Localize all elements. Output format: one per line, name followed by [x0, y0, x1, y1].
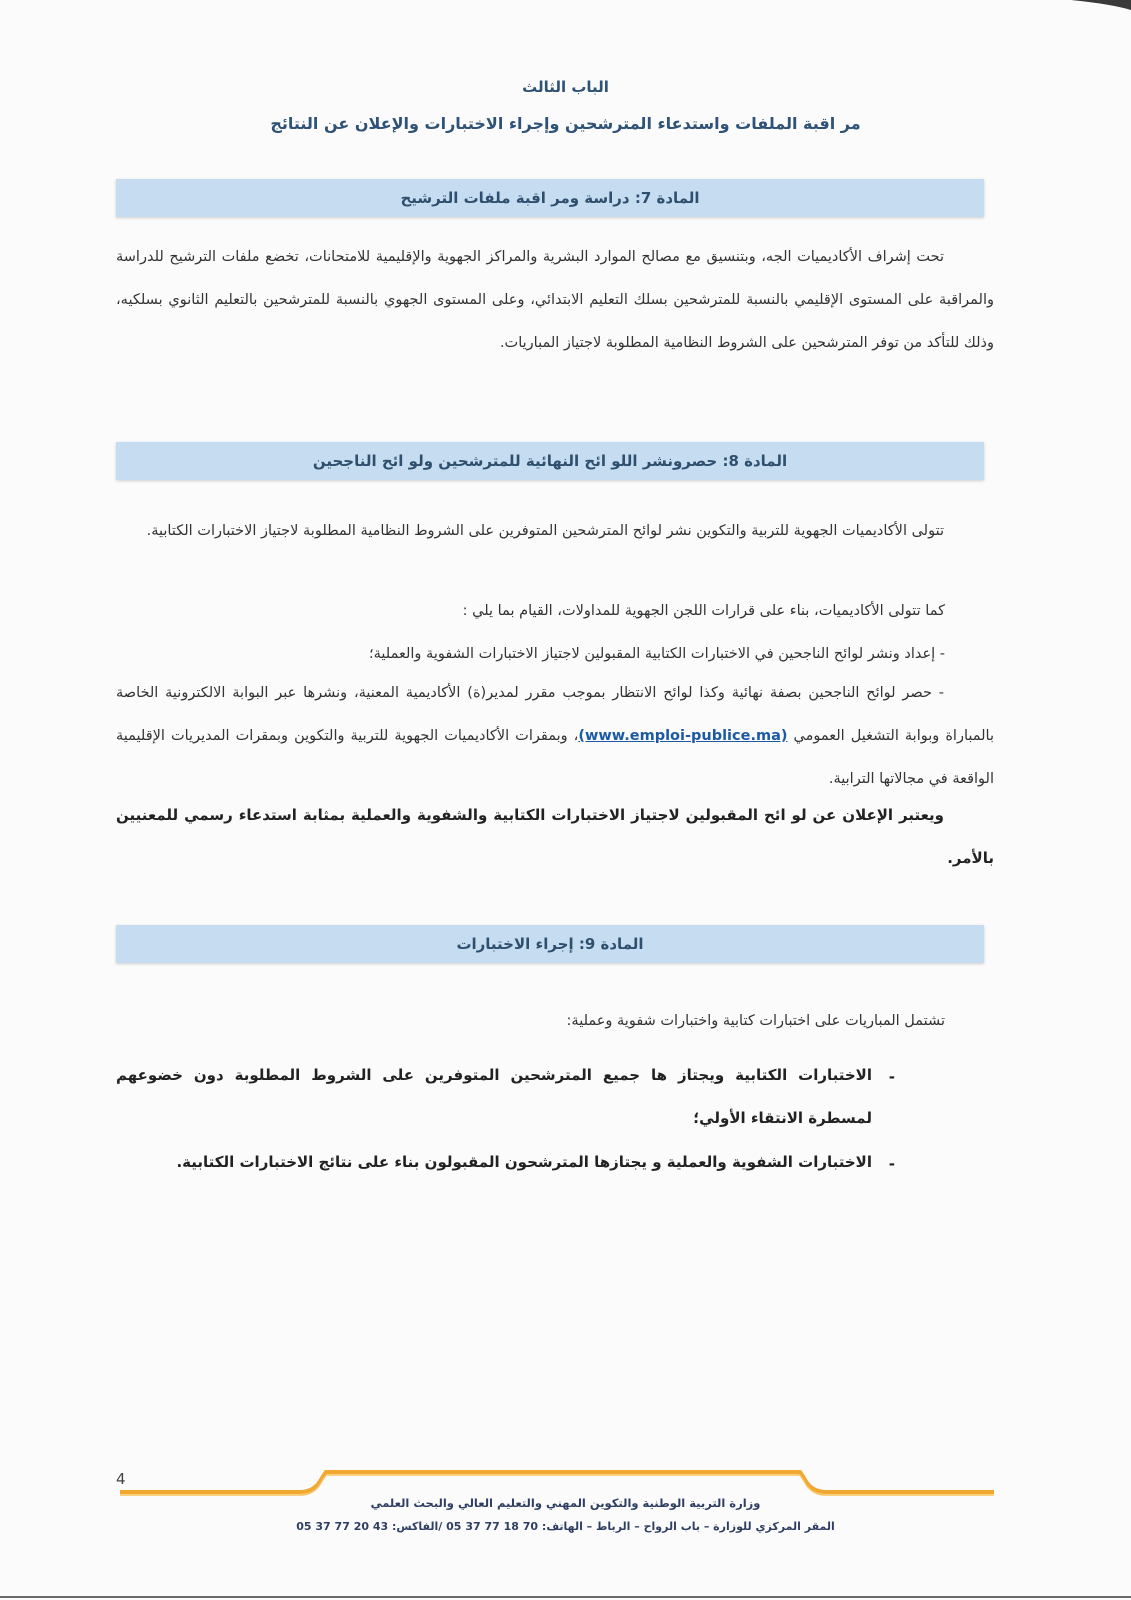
article-8-paragraph-4-start: - حصر لوائح الناجحين بصفة نهائية وكذا لوائح الانتظار بموجب مقرر لمدير(ة) الأكاديمية المعنية، ونشرها عبر البوابة الالكترونية الخاصة بالمباراة وبوابة التشغيل العمومي	[116, 685, 994, 744]
bullet-dash-1: -	[888, 1068, 895, 1086]
article-9-bullet-2: الاختبارات الشفوية والعملية و يجتازها المترشحون المقبولون بناء على نتائج الاختبارات الكتابية.	[176, 1153, 872, 1171]
article-9-heading: المادة 9: إجراء الاختبارات	[116, 925, 984, 963]
article-9-intro: تشتمل المباريات على اختبارات كتابية واختبارات شفوية وعملية:	[566, 1013, 945, 1029]
article-7-body: تحت إشراف الأكاديميات الجه، وبتنسيق مع مصالح الموارد البشرية والمراكز الجهوية والإقليمية للامتحانات، تخضع ملفات الترشيح للدراسة والمراقبة على المستوى الإقليمي بالنسبة للمترشحين بسلك التعليم الابتدائي، وعلى المستوى الجهوي بالنسبة للمترشحين بالتعليم الثانوي بسلكيه، وذلك للتأكد من توفر المترشحين على الشروط النظامية المطلوبة لاجتياز المباريات.	[116, 249, 994, 351]
bullet-dash-2: -	[888, 1155, 895, 1173]
article-7-heading: المادة 7: دراسة ومر اقبة ملفات الترشيح	[116, 179, 984, 217]
article-8-heading: المادة 8: حصرونشر اللو ائح النهائية للمترشحين ولو ائح الناجحين	[116, 442, 984, 480]
article-8-paragraph-4-end: ، وبمقرات الأكاديميات الجهوية للتربية والتكوين وبمقرات المديريات الإقليمية الواقعة في مجالاتها الترابية.	[116, 728, 994, 787]
article-8-paragraph-2: كما تتولى الأكاديميات، بناء على قرارات اللجن الجهوية للمداولات، القيام بما يلي :	[462, 603, 945, 619]
page-number: 4	[116, 1470, 126, 1488]
footer-ministry-name: وزارة التربية الوطنية والتكوين المهني والتعليم العالي والبحث العلمي	[370, 1496, 761, 1510]
article-8-paragraph-1: تتولى الأكاديميات الجهوية للتربية والتكوين نشر لوائح المترشحين المتوفرين على الشروط النظامية المطلوبة لاجتياز الاختبارات الكتابية.	[146, 523, 944, 539]
footer-address: المقر المركزي للوزارة – باب الرواح – الرباط – الهاتف: 70 18 77 37 05 /الفاكس: 43 20 77 37 05	[296, 1520, 835, 1533]
chapter-title: الباب الثالث	[522, 78, 609, 96]
emploi-publique-link[interactable]: (www.emploi-publice.ma)	[578, 728, 788, 744]
page-corner-shadow	[1071, 0, 1131, 14]
article-8-paragraph-5: ويعتبر الإعلان عن لو ائح المقبولين لاجتياز الاختبارات الكتابية والشفوية والعملية بمثابة استدعاء رسمي للمعنيين بالأمر.	[116, 806, 994, 867]
article-8-paragraph-3: - إعداد ونشر لوائح الناجحين في الاختبارات الكتابية المقبولين لاجتياز الاختبارات الشفوية والعملية؛	[369, 646, 945, 662]
chapter-subtitle: مر اقبة الملفات واستدعاء المترشحين وإجراء الاختبارات والإعلان عن النتائج	[270, 114, 861, 133]
scan-bottom-edge	[0, 1592, 1131, 1600]
article-8-paragraph-4	[116, 672, 994, 801]
article-9-bullet-1: الاختبارات الكتابية ويجتاز ها جميع المترشحين المتوفرين على الشروط المطلوبة دون خضوعهم لمسطرة الانتقاء الأولي؛	[116, 1066, 872, 1127]
